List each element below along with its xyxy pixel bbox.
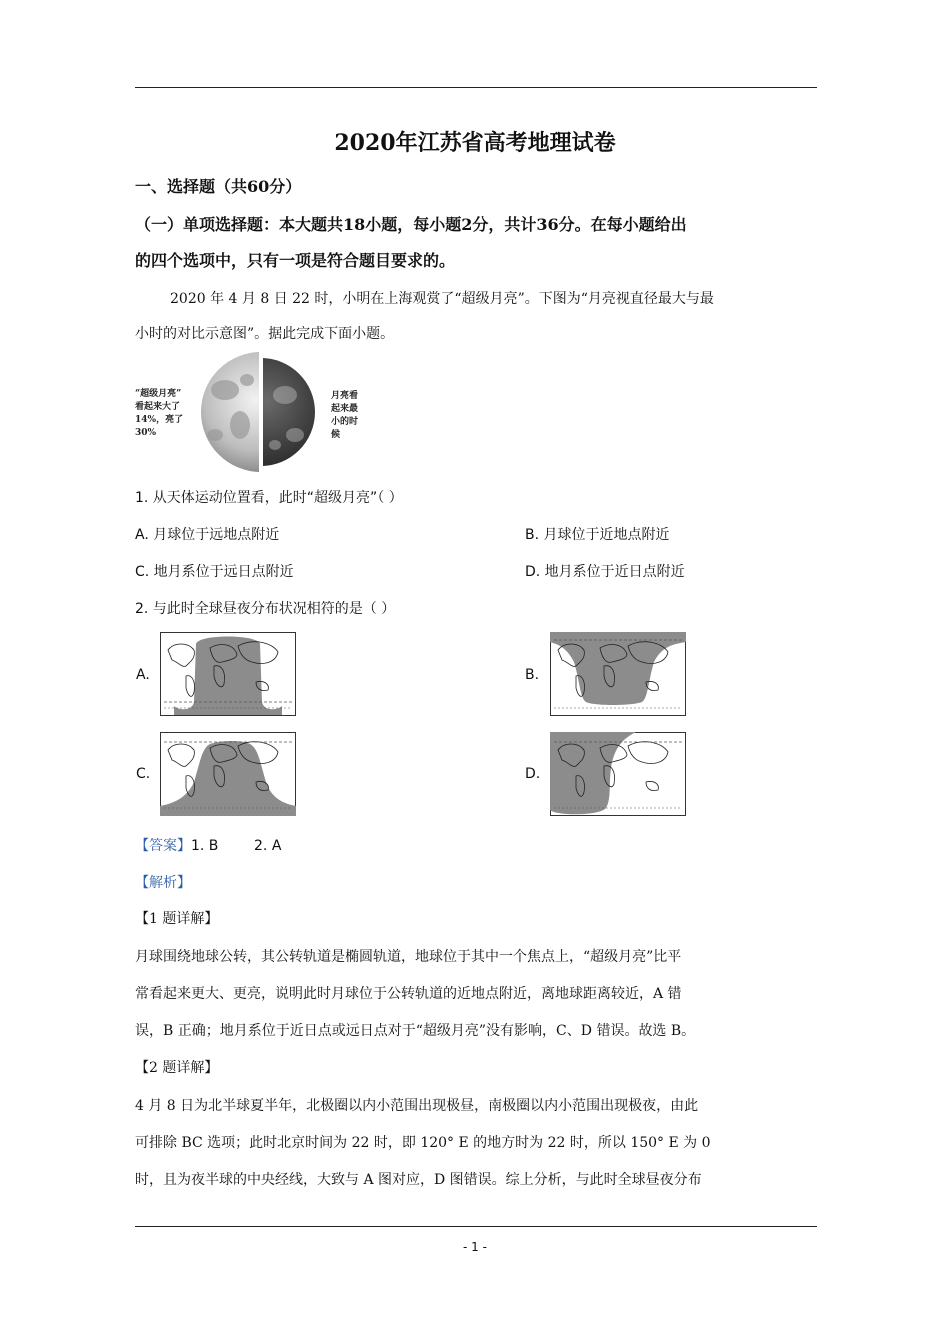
q2-option-c-map [160, 732, 296, 816]
q1-stem: 1. 从天体运动位置看，此时“超级月亮”（ ） [135, 490, 403, 506]
subsection-line-2: 的四个选项中，只有一项是符合题目要求的。 [135, 251, 456, 270]
q2-option-b-label: B. [525, 667, 540, 683]
q1-option-b: B. 月球位于近地点附近 [525, 527, 670, 543]
answer-line [135, 835, 281, 855]
section-heading: 一、选择题（共60分） [135, 177, 302, 196]
answer-tag: 【答案】 [135, 838, 191, 854]
q2-option-b-map [550, 632, 686, 716]
q2-option-a-map [160, 632, 296, 716]
intro-line-1: 2020 年 4 月 8 日 22 时，小明在上海观赏了“超级月亮”。下图为“月亮视直径最大与最 [170, 291, 714, 307]
page-title: 2020年江苏省高考地理试卷 [334, 130, 616, 156]
q1-option-a: A. 月球位于远地点附近 [135, 527, 280, 543]
moon-comparison-figure [135, 350, 365, 474]
moon-left-caption: “超级月亮” 看起来大了 14%，亮了 30% [135, 389, 184, 438]
header-rule [135, 87, 817, 88]
subsection-line-1: （一）单项选择题：本大题共18小题，每小题2分，共计36分。在每小题给出 [135, 215, 687, 234]
page-number: - 1 - [463, 1240, 487, 1254]
q1-option-c: C. 地月系位于远日点附近 [135, 564, 294, 580]
detail-1-line-2: 常看起来更大、更亮，说明此时月球位于公转轨道的近地点附近，离地球距离较近，A 错 [135, 986, 682, 1002]
detail-2-line-3: 时，且为夜半球的中央经线，大致与 A 图对应，D 图错误。综上分析，与此时全球昼夜分布 [135, 1172, 702, 1188]
moon-image [195, 350, 325, 474]
analysis-tag: 【解析】 [135, 875, 191, 891]
detail-2-heading: 【2 题详解】 [135, 1060, 219, 1076]
detail-2-line-1: 4 月 8 日为北半球夏半年，北极圈以内小范围出现极昼，南极圈以内小范围出现极夜，由此 [135, 1098, 699, 1114]
answer-text: 1. B 2. A [191, 838, 282, 854]
q2-option-a-label: A. [136, 667, 150, 683]
detail-1-line-1: 月球围绕地球公转，其公转轨道是椭圆轨道，地球位于其中一个焦点上，“超级月亮”比平 [135, 949, 682, 965]
detail-1-line-3: 误，B 正确；地月系位于近日点或远日点对于“超级月亮”没有影响，C、D 错误。故选 B。 [135, 1023, 696, 1039]
detail-1-heading: 【1 题详解】 [135, 911, 219, 927]
intro-line-2: 小时的对比示意图”。据此完成下面小题。 [135, 326, 395, 342]
q2-option-c-label: C. [136, 766, 151, 782]
q2-option-d-label: D. [525, 766, 541, 782]
q2-option-d-map [550, 732, 686, 816]
q1-option-d: D. 地月系位于近日点附近 [525, 564, 685, 580]
q2-stem: 2. 与此时全球昼夜分布状况相符的是（ ） [135, 601, 396, 617]
detail-2-line-2: 可排除 BC 选项；此时北京时间为 22 时，即 120° E 的地方时为 22 时，所以 150° E 为 0 [135, 1135, 711, 1151]
footer-rule [135, 1226, 817, 1227]
moon-right-caption: 月亮看 起来最 小的时 候 [331, 391, 359, 440]
